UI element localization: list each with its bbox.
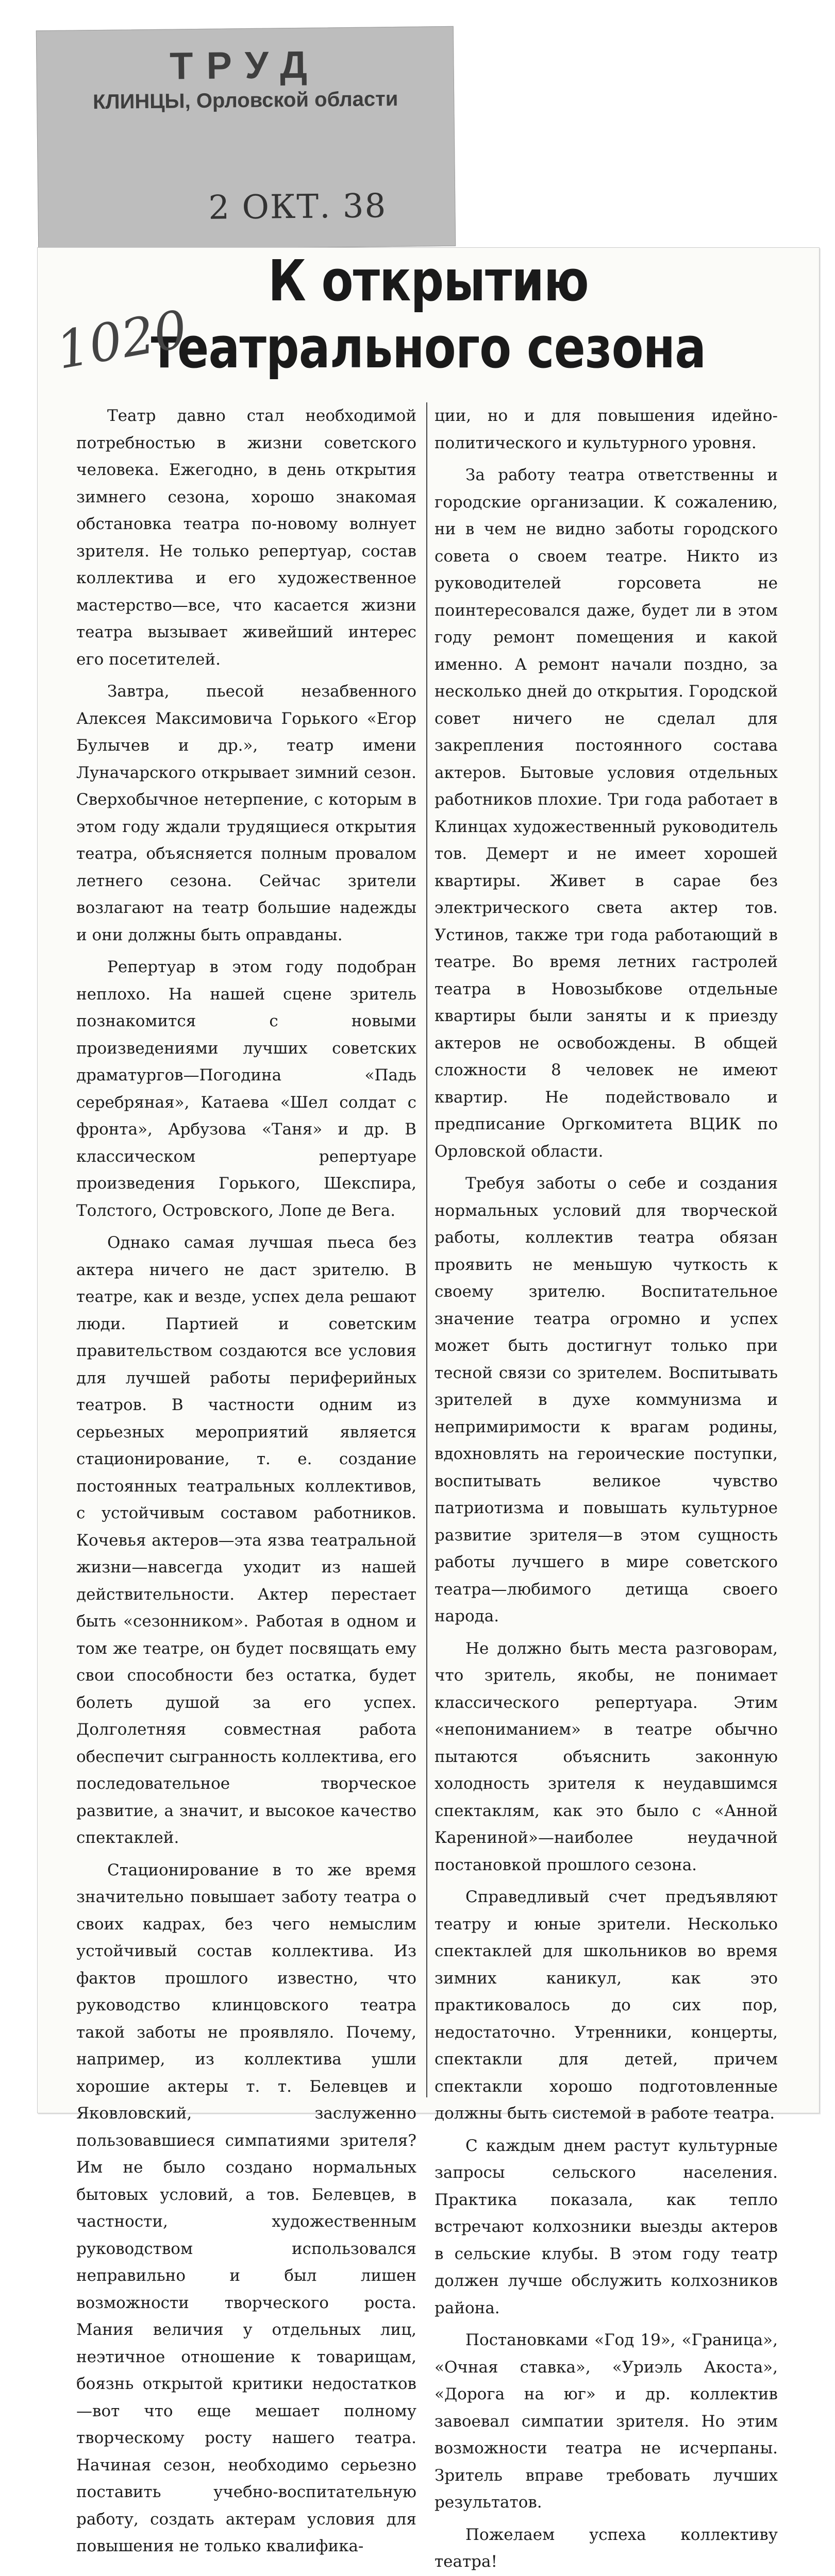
newspaper-city: КЛИНЦЫ, Орловской области xyxy=(92,87,398,114)
newspaper-name: ТРУД xyxy=(169,43,321,88)
stamp-date: 2 ОКТ. 38 xyxy=(208,187,387,227)
article-column-left xyxy=(76,402,416,2565)
headline-line-1: К открытию xyxy=(268,248,589,314)
paragraph: Театр давно стал необходимой потребностью в жизни советского человека. Ежегодно, в день открытия зимнего сезона, хорошо знакомая обстановка театра по-новому волнует зрителя. Не только репертуар, состав коллектива и его художественное мастерство—все, что касается жизни театра вызывает живейший интерес его посетителей. xyxy=(76,406,416,669)
article-column-right xyxy=(435,402,778,2576)
paragraph: Стационирование в то же время значительно повышает заботу театра о своих кадрах, без чего немыслим устойчивый состав коллектива. Из фактов прошлого известно, что руководство клинцовского театра такой заботы не проявляло. Почему, например, из коллектива ушли хорошие актеры т. т. Белевцев и Яковловский, заслуженно пользовавшиеся симпатиями зрителя? Им не было создано нормальных бытовых условий, а тов. Белевцев, в частности, художественным руководством использовался неправильно и был лишен возможности творческого роста. Мания величия у отдельных лиц, неэтичное отношение к товарищам, боязнь открытой критики недостатков—вот что еще мешает полному творческому росту нашего театра. Начиная сезон, необходимо серьезно поставить учебно-воспитательную работу, создать актерам условия для повышения не только квалифика- xyxy=(76,1860,416,2555)
headline-line-2: театрального сезона xyxy=(151,315,706,381)
paragraph: ции, но и для повышения идейно-политического и культурного уровня. xyxy=(435,406,778,452)
paragraph: Требуя заботы о себе и создания нормальных условий для творческой работы, коллектив театра обязан проявить не меньшую чуткость к своему зрителю. Воспитательное значение театра огромно и успех может быть достигнут только при тесной связи со зрителем. Воспитывать зрителей в духе коммунизма и непримиримости к врагам родины, вдохновлять на героические поступки, воспитывать великое чувство патриотизма и повышать культурное развитие зрителя—в этом сущность работы лучшего в мире советского театра—любимого детища своего народа. xyxy=(435,1174,778,1625)
handwritten-note: 1020 xyxy=(52,298,192,381)
paragraph: За работу театра ответственны и городские организации. К сожалению, ни в чем не видно заботы городского совета о своем театре. Никто из руководителей горсовета не поинтересовался даже, будет ли в этом году ремонт помещения и какой именно. А ремонт начали поздно, за несколько дней до открытия. Городской совет ничего не сделал для закрепления постоянного состава актеров. Бытовые условия отдельных работников плохие. Три года работает в Клинцах художественный руководитель тов. Демерт и не имеет хорошей квартиры. Живет в сарае без электрического света актер тов. Устинов, также три года работающий в театре. Во время летних гастролей театра в Новозыбкове отдельные квартиры были заняты и к приезду актеров не освобождены. В общей сложности 8 человек не имеют квартир. Не подействовало и предписание Оргкомитета ВЦИК по Орловской области. xyxy=(435,466,778,1161)
paragraph: Репертуар в этом году подобран неплохо. На нашей сцене зритель познакомится с новыми произведениями лучших советских драматургов—Погодина «Падь серебряная», Катаева «Шел солдат с фронта», Арбузова «Таня» и др. В классическом репертуаре произведения Горького, Шекспира, Толстого, Островского, Лопе де Вега. xyxy=(76,958,416,1220)
paragraph: Постановками «Год 19», «Граница», «Очная ставка», «Уриэль Акоста», «Дорога на юг» и др. коллектив завоевал симпатии зрителя. Но этим возможности театра не исчерпаны. Зритель вправе требовать лучших результатов. xyxy=(435,2331,778,2512)
closing-line: Пожелаем успеха коллективу театра! xyxy=(435,2525,778,2571)
column-divider xyxy=(426,402,427,2097)
paragraph: С каждым днем растут культурные запросы сельского населения. Практика показала, как тепло встречают колхозники выезды актеров в сельские клубы. В этом году театр должен лучше обслужить колхозников района. xyxy=(435,2136,778,2317)
paragraph: Не должно быть места разговорам, что зритель, якобы, не понимает классического репертуара. Этим «непониманием» в театре обычно пытаются объяснить законную холодность зрителя к неудавшимся спектаклям, как это было с «Анной Карениной»—наиболее неудачной постановкой прошлого сезона. xyxy=(435,1639,778,1874)
newspaper-stamp xyxy=(36,26,456,250)
paragraph: Однако самая лучшая пьеса без актера ничего не даст зрителю. В театре, как и везде, успех дела решают люди. Партией и советским правительством создаются все условия для лучшей работы периферийных театров. В частности одним из серьезных мероприятий является стационирование, т. е. создание постоянных театральных коллективов, с устойчивым составом работников. Кочевья актеров—эта язва театральной жизни—навсегда уходит из нашей действительности. Актер перестает быть «сезонником». Работая в одном и том же театре, он будет посвящать ему свои способности без остатка, будет болеть душой за его успех. Долголетняя совместная работа обеспечит сыгранность коллектива, его последовательное творческое развитие, а значит, и высокое качество спектаклей. xyxy=(76,1233,416,1847)
paragraph: Завтра, пьесой незабвенного Алексея Максимовича Горького «Егор Булычев и др.», театр имени Луначарского открывает зимний сезон. Сверхобычное нетерпение, с которым в этом году ждали трудящиеся открытия театра, объясняется полным провалом летнего сезона. Сейчас зрители возлагают на театр большие надежды и они должны быть оправданы. xyxy=(76,682,416,944)
paragraph: Справедливый счет предъявляют театру и юные зрители. Несколько спектаклей для школьников во время зимних каникул, как это практиковалось до сих пор, недостаточно. Утренники, концерты, спектакли для детей, причем спектакли хорошо подготовленные должны быть системой в работе театра. xyxy=(435,1888,778,2123)
article-clipping xyxy=(37,247,820,2571)
